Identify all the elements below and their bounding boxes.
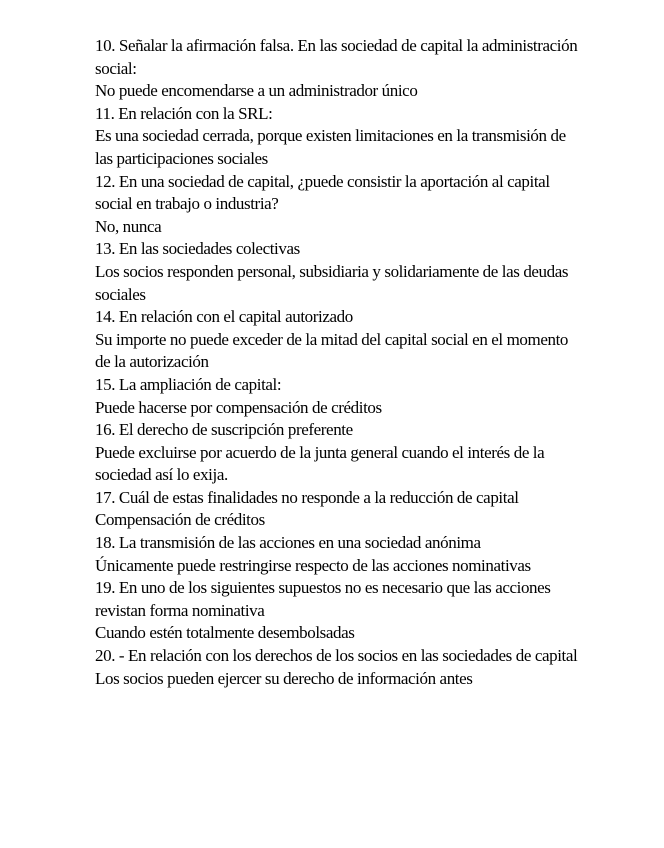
answer-text: Su importe no puede exceder de la mitad del capital social en el momento de la autorización: [95, 329, 572, 372]
question-text: 10. Señalar la afirmación falsa. En las sociedad de capital la administración social:: [95, 36, 582, 78]
answer-text: Únicamente puede restringirse respecto de las acciones nominativas: [95, 555, 531, 575]
answer-text: Los socios pueden ejercer su derecho de información antes: [95, 668, 473, 688]
question-item: [95, 35, 582, 103]
question-item: [95, 645, 579, 690]
answer-text: Compensación de créditos: [95, 510, 265, 530]
question-text: 17. Cuál de estas finalidades no responde a la reducción de capital: [95, 487, 519, 507]
document-page: [95, 35, 582, 690]
question-text: 12. En una sociedad de capital, ¿puede consistir la aportación al capital social en trabajo o industria?: [95, 171, 554, 214]
answer-text: Cuando estén totalmente desembolsadas: [95, 623, 355, 643]
question-item: [95, 103, 579, 171]
question-text: 14. En relación con el capital autorizado: [95, 307, 353, 327]
question-item: [95, 238, 579, 306]
question-item: [95, 374, 579, 419]
question-text: 15. La ampliación de capital:: [95, 374, 282, 394]
answer-text: Es una sociedad cerrada, porque existen limitaciones en la transmisión de las participaciones sociales: [95, 126, 570, 168]
question-item: [95, 487, 579, 532]
answer-text: Puede hacerse por compensación de créditos: [95, 397, 382, 417]
question-item: [95, 306, 579, 374]
answer-text: No, nunca: [95, 216, 162, 236]
question-item: [95, 532, 579, 577]
question-text: 19. En uno de los siguientes supuestos no es necesario que las acciones revistan forma nominativa: [95, 578, 555, 620]
question-item: [95, 171, 579, 239]
answer-text: Los socios responden personal, subsidiaria y solidariamente de las deudas sociales: [95, 261, 572, 304]
question-item: [95, 577, 579, 645]
question-text: 11. En relación con la SRL:: [95, 103, 273, 123]
question-text: 18. La transmisión de las acciones en una sociedad anónima: [95, 533, 481, 553]
answer-text: No puede encomendarse a un administrador único: [95, 81, 418, 101]
answer-text: Puede excluirse por acuerdo de la junta general cuando el interés de la sociedad así lo exija.: [95, 442, 549, 485]
question-text: 13. En las sociedades colectivas: [95, 239, 300, 259]
question-text: 20. - En relación con los derechos de los socios en las sociedades de capital: [95, 646, 578, 666]
question-item: [95, 419, 579, 487]
question-text: 16. El derecho de suscripción preferente: [95, 420, 353, 440]
